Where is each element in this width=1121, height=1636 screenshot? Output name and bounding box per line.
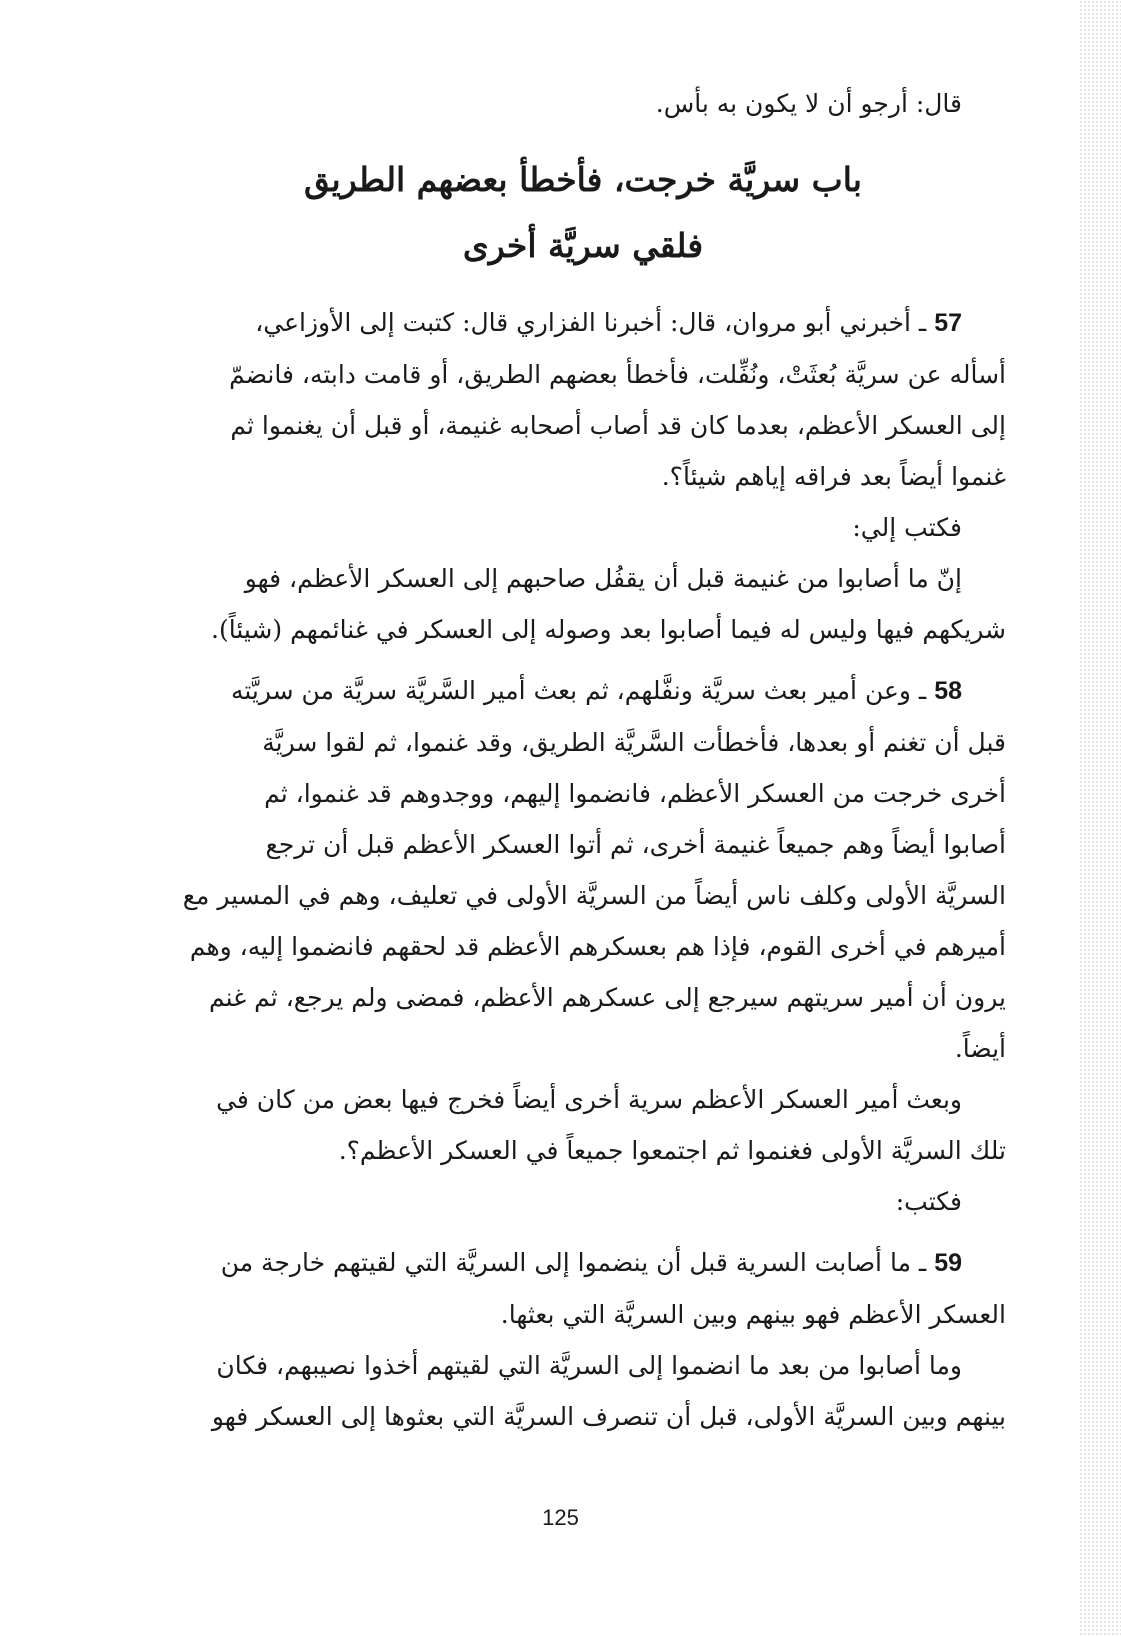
paragraph-line: السريَّة الأولى وكلف ناس أيضاً من السريَّة الأولى في تعليف، وهم في المسير مع <box>182 881 1006 910</box>
reply-intro: فكتب: <box>895 1187 962 1216</box>
chapter-heading-line-1: باب سريَّة خرجت، فأخطأ بعضهم الطريق <box>303 160 862 199</box>
paragraph-line <box>160 297 1006 349</box>
paragraph-line: تلك السريَّة الأولى فغنموا ثم اجتمعوا جميعاً في العسكر الأعظم؟. <box>338 1136 1006 1165</box>
paragraph-line: يرون أن أمير سريتهم سيرجع إلى عسكرهم الأعظم، فمضى ولم يرجع، ثم غنم <box>208 983 1006 1012</box>
paragraph-57 <box>160 297 1006 655</box>
paragraph-line: أسأله عن سريَّة بُعثَتْ، ونُفِّلت، فأخطأ بعضهم الطريق، أو قامت دابته، فانضمّ <box>229 360 1006 389</box>
paragraph-line: العسكر الأعظم فهو بينهم وبين السريَّة التي بعثها. <box>500 1300 1006 1329</box>
paragraph-line: أخرى خرجت من العسكر الأعظم، فانضموا إليهم، ووجدوهم قد غنموا، ثم <box>264 779 1006 808</box>
paragraph-line: وما أصابوا من بعد ما انضموا إلى السريَّة التي لقيتهم أخذوا نصيبهم، فكان <box>216 1351 962 1380</box>
page-number: 125 <box>542 1505 579 1530</box>
paragraph-line: قبل أن تغنم أو بعدها، فأخطأت السَّريَّة الطريق، وقد غنموا، ثم لقوا سريَّة <box>262 728 1006 757</box>
opening-line: قال: أرجو أن لا يكون به بأس. <box>655 89 962 118</box>
paragraph-line-text: ـ وعن أمير بعث سريَّة ونفَّلهم، ثم بعث أمير السَّريَّة سريَّة من سريَّته <box>230 676 927 705</box>
paragraph-line: أصابوا أيضاً وهم جميعاً غنيمة أخرى، ثم أتوا العسكر الأعظم قبل أن ترجع <box>265 830 1006 859</box>
paragraph-line: غنموا أيضاً بعد فراقه إياهم شيئاً؟. <box>661 462 1006 491</box>
reply-intro: فكتب إلي: <box>852 513 962 542</box>
paragraph-line-text: ـ ما أصابت السرية قبل أن ينضموا إلى السريَّة التي لقيتهم خارجة من <box>220 1248 927 1277</box>
paragraph-line: بينهم وبين السريَّة الأولى، قبل أن تنصرف السريَّة التي بعثوها إلى العسكر فهو <box>211 1402 1006 1431</box>
page-body <box>160 78 1006 1442</box>
paragraph-line: إنّ ما أصابوا من غنيمة قبل أن يقفُل صاحبهم إلى العسكر الأعظم، فهو <box>244 564 962 593</box>
paragraph-line: أميرهم في أخرى القوم، فإذا هم بعسكرهم الأعظم قد لحقهم فانضموا إليه، وهم <box>189 932 1006 961</box>
chapter-heading-line-2: فلقي سريَّة أخرى <box>462 226 704 265</box>
paragraph-line <box>160 1237 1006 1289</box>
scan-edge-texture <box>1079 0 1121 1636</box>
paragraph-line-text: ـ أخبرني أبو مروان، قال: أخبرنا الفزاري قال: كتبت إلى الأوزاعي، <box>255 308 927 337</box>
paragraph-number: 57 <box>934 309 962 337</box>
paragraph-line: أيضاً. <box>954 1034 1006 1063</box>
paragraph-line: إلى العسكر الأعظم، بعدما كان قد أصاب أصحابه غنيمة، أو قبل أن يغنموا ثم <box>230 411 1006 440</box>
chapter-heading <box>160 147 1006 279</box>
paragraph-number: 58 <box>934 677 962 705</box>
paragraph-number: 59 <box>934 1249 962 1277</box>
paragraph-58 <box>160 665 1006 1227</box>
paragraph-line: وبعث أمير العسكر الأعظم سرية أخرى أيضاً فخرج فيها بعض من كان في <box>216 1085 962 1114</box>
paragraph-line: شريكهم فيها وليس له فيما أصابوا بعد وصوله إلى العسكر في غنائمهم (شيئاً). <box>211 615 1006 644</box>
paragraph-line <box>160 665 1006 717</box>
paragraph-59 <box>160 1237 1006 1442</box>
